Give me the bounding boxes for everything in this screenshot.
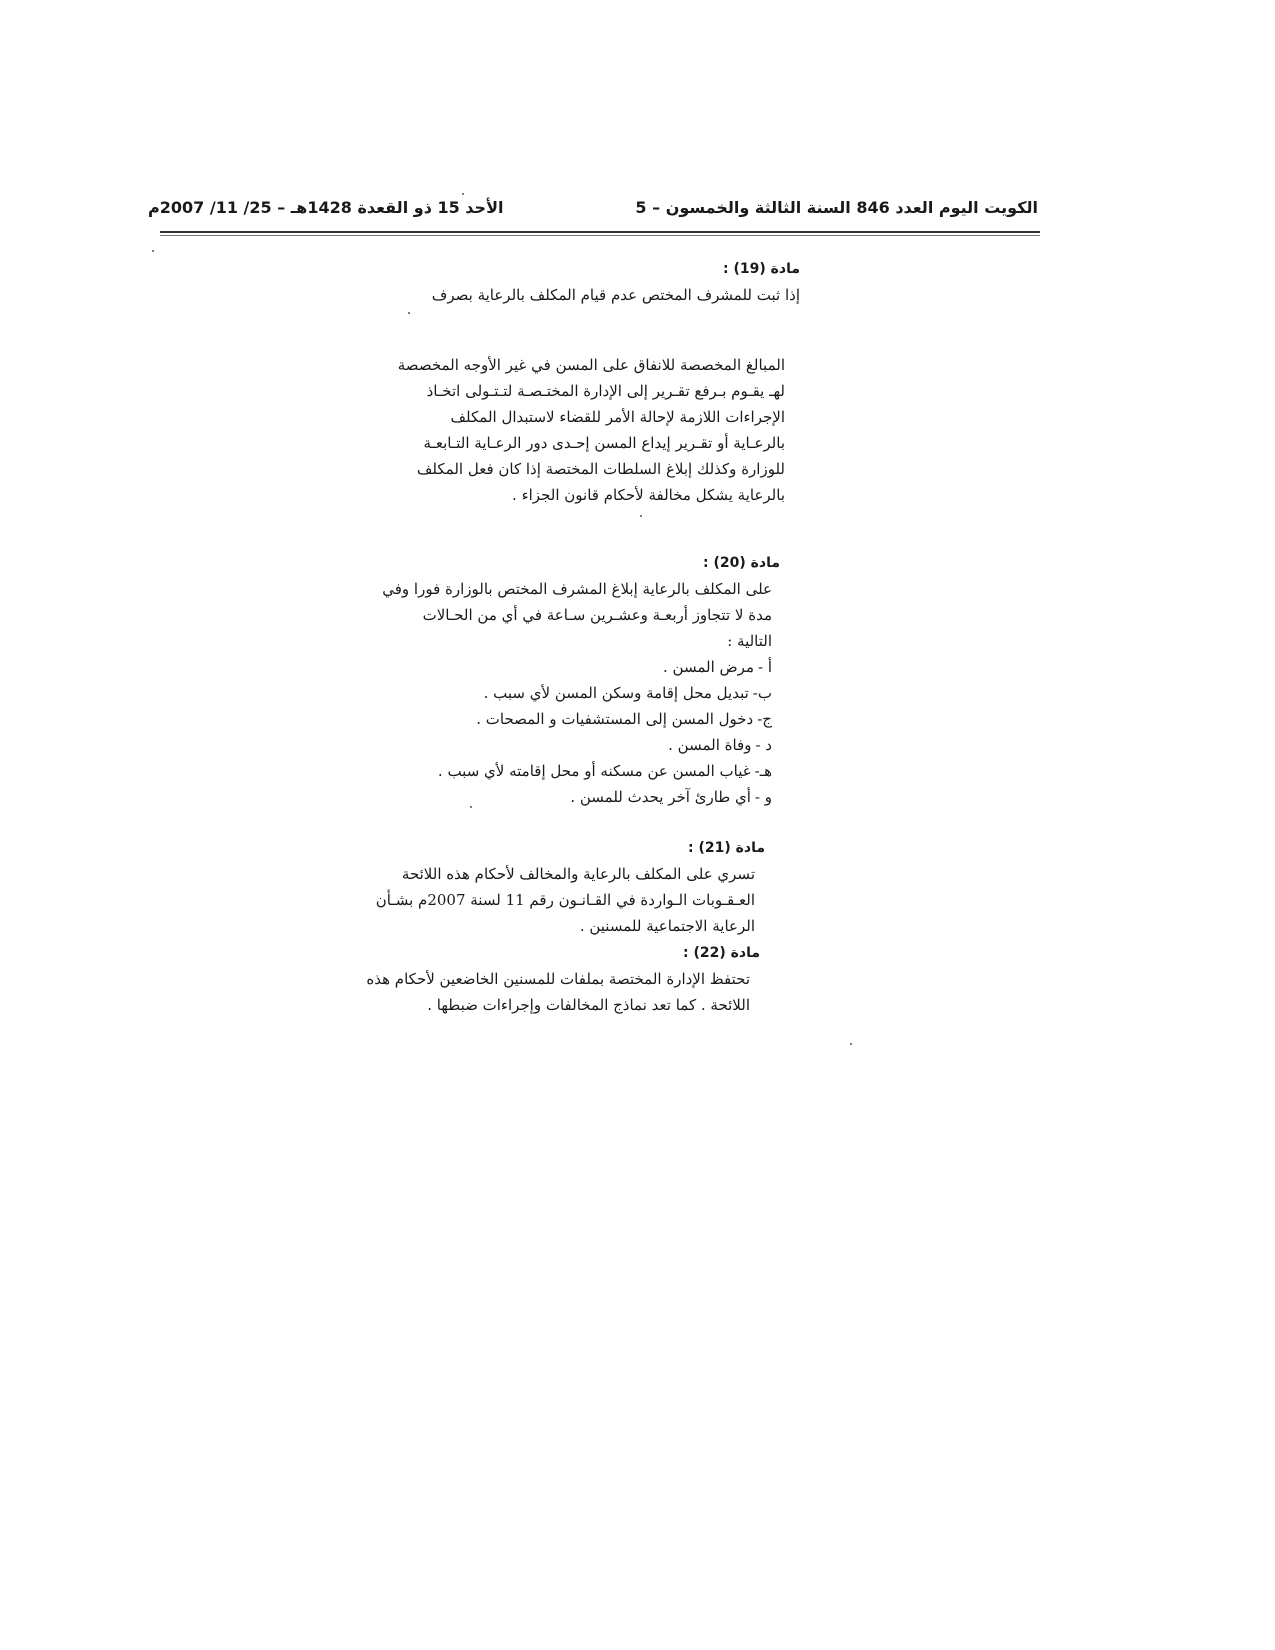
list-marker: هـ- bbox=[754, 762, 772, 780]
article-line: لهـ يقـوم بـرفع تقـرير إلى الإدارة المختـصـة لتـتـولى اتخـاذ bbox=[426, 382, 785, 400]
article-heading: مادة (19) : bbox=[722, 261, 800, 277]
list-marker: أ - bbox=[757, 658, 772, 676]
scan-speck bbox=[152, 250, 154, 252]
article-22 bbox=[340, 940, 760, 1018]
list-item bbox=[360, 784, 772, 810]
list-marker: ج- bbox=[757, 710, 772, 728]
list-item bbox=[360, 654, 772, 680]
scan-speck bbox=[462, 193, 464, 195]
list-item bbox=[360, 758, 772, 784]
list-item-text: مرض المسن . bbox=[663, 658, 754, 676]
list-item bbox=[360, 732, 772, 758]
article-line: بالرعاية يشكل مخالفة لأحكام قانون الجزاء . bbox=[512, 486, 785, 504]
article-20 bbox=[360, 550, 780, 810]
article-line: على المكلف بالرعاية إبلاغ المشرف المختص بالوزارة فورا وفي bbox=[382, 580, 772, 598]
header-rule bbox=[160, 231, 1040, 233]
list-item-text: دخول المسن إلى المستشفيات و المصحات . bbox=[476, 710, 754, 728]
list-marker: و - bbox=[754, 788, 772, 806]
article-heading: مادة (21) : bbox=[687, 840, 765, 856]
scan-speck bbox=[470, 806, 472, 808]
list-marker: د - bbox=[755, 736, 772, 754]
page-header bbox=[148, 198, 1038, 226]
article-line: التالية : bbox=[727, 632, 772, 650]
list-item bbox=[360, 706, 772, 732]
list-item-text: تبديل محل إقامة وسكن المسن لأي سبب . bbox=[483, 684, 749, 702]
article-line: تحتفظ الإدارة المختصة بملفات للمسنين الخاضعين لأحكام هذه bbox=[366, 970, 750, 988]
article-line: إذا ثبت للمشرف المختص عدم قيام المكلف بالرعاية بصرف bbox=[431, 286, 800, 304]
article-19 bbox=[360, 256, 800, 308]
article-line: بالرعـاية أو تقـرير إيداع المسن إحـدى دور الرعـاية التـابعـة bbox=[423, 434, 785, 452]
scan-speck bbox=[640, 515, 642, 517]
article-21 bbox=[345, 835, 765, 939]
article-heading: مادة (22) : bbox=[682, 945, 760, 961]
article-line: الرعاية الاجتماعية للمسنين . bbox=[579, 917, 755, 935]
list-item bbox=[360, 680, 772, 706]
article-line: اللائحة . كما تعد نماذج المخالفات وإجراءات ضبطها . bbox=[427, 996, 750, 1014]
scan-speck bbox=[850, 1043, 852, 1045]
article-line: مدة لا تتجاوز أربعـة وعشـرين سـاعة في أي من الحـالات bbox=[422, 606, 772, 624]
list-item-text: أي طارئ آخر يحدث للمسن . bbox=[570, 788, 751, 806]
list-item-text: وفاة المسن . bbox=[668, 736, 752, 754]
article-line: الإجراءات اللازمة لإحالة الأمر للقضاء لاستبدال المكلف bbox=[450, 408, 785, 426]
header-publication-info: الكويت اليوم العدد 846 السنة الثالثة والخمسون – 5 bbox=[635, 198, 1038, 217]
article-line: العـقـوبات الـواردة في القـانـون رقم 11 لسنة 2007م بشـأن bbox=[375, 891, 755, 909]
article-19-body bbox=[365, 352, 785, 508]
article-heading: مادة (20) : bbox=[702, 555, 780, 571]
header-date: الأحد 15 ذو القعدة 1428هـ – 25/ 11/ 2007م bbox=[148, 198, 504, 217]
article-line: للوزارة وكذلك إبلاغ السلطات المختصة إذا كان فعل المكلف bbox=[416, 460, 785, 478]
article-line: المبالغ المخصصة للانفاق على المسن في غير الأوجه المخصصة bbox=[397, 356, 785, 374]
article-line: تسري على المكلف بالرعاية والمخالف لأحكام هذه اللائحة bbox=[401, 865, 755, 883]
header-rule-thin bbox=[160, 235, 1040, 236]
list-item-text: غياب المسن عن مسكنه أو محل إقامته لأي سبب . bbox=[437, 762, 751, 780]
list-marker: ب- bbox=[752, 684, 772, 702]
scan-speck bbox=[408, 312, 410, 314]
